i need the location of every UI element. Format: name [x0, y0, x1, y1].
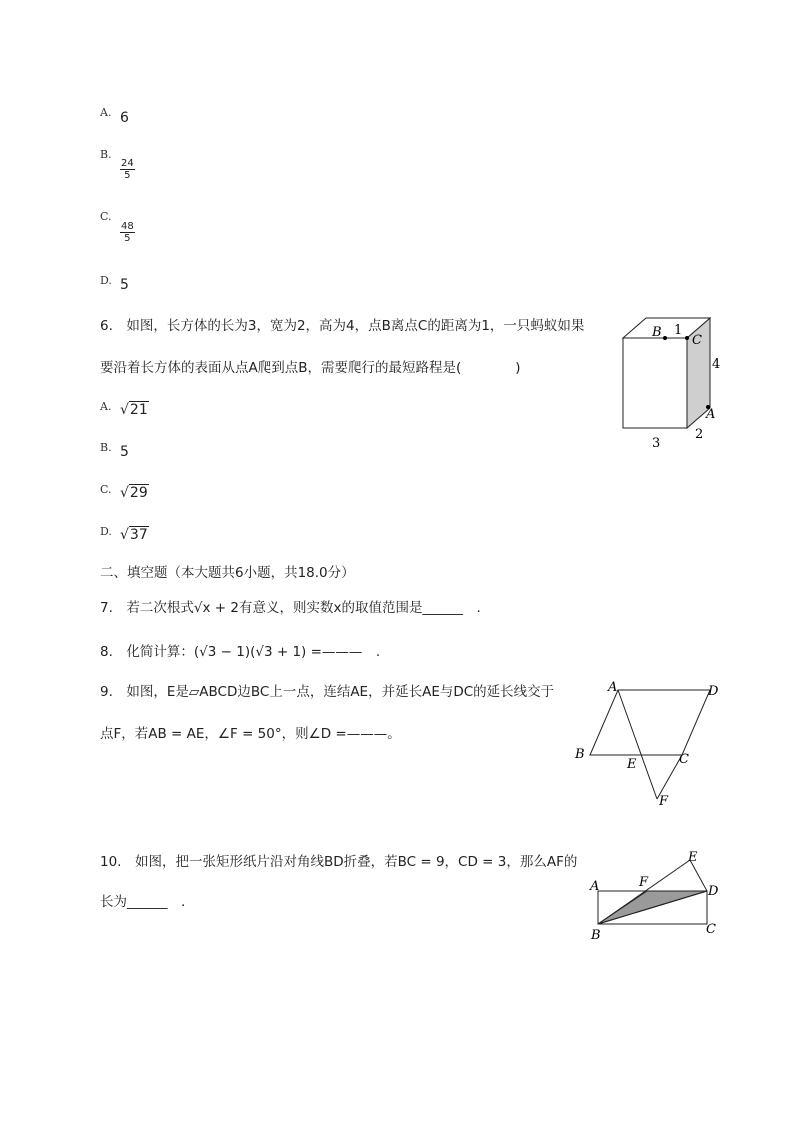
option-a-label: A. — [100, 106, 112, 119]
q6-option-c-sqrt: √29 — [120, 485, 148, 501]
parallelogram-figure — [570, 676, 730, 812]
label-four: 4 — [712, 357, 721, 372]
label-c: C — [692, 333, 702, 348]
radicand: 21 — [129, 402, 148, 418]
q6-option-a-sqrt: √21 — [120, 402, 148, 418]
option-b-fraction — [120, 158, 135, 181]
q7-text: 7. 若二次根式√x + 2有意义，则实数x的取值范围是______ . — [100, 600, 481, 616]
line-af — [618, 690, 657, 799]
option-b-label: B. — [100, 148, 112, 161]
label-f: F — [639, 875, 649, 890]
parallelogram-abcd — [590, 690, 710, 755]
q6-option-c-label: C. — [100, 483, 112, 496]
label-b: B — [575, 747, 585, 762]
q6-option-b-label: B. — [100, 441, 112, 454]
q8-text: 8. 化简计算：(√3 − 1)(√3 + 1) =——— . — [100, 644, 381, 660]
section-heading: 二、填空题（本大题共6小题，共18.0分） — [100, 565, 355, 581]
label-e: E — [688, 850, 698, 865]
cuboid-front-face — [623, 338, 687, 428]
q6-option-b-value: 5 — [120, 444, 129, 460]
point-c — [685, 336, 689, 340]
q6-option-d-label: D. — [100, 525, 112, 538]
point-b — [663, 336, 667, 340]
cuboid-figure — [610, 310, 730, 455]
label-a: A — [608, 680, 618, 695]
label-two: 2 — [695, 427, 704, 442]
folded-rectangle-figure — [584, 848, 724, 942]
option-d-label: D. — [100, 274, 112, 287]
option-c-label: C. — [100, 210, 112, 223]
label-a: A — [590, 879, 600, 894]
option-a-value: 6 — [120, 110, 129, 126]
fraction-denominator: 5 — [124, 170, 131, 181]
label-f: F — [659, 794, 669, 809]
label-c: C — [706, 922, 716, 937]
fraction-denominator: 5 — [124, 233, 131, 244]
label-a: A — [706, 407, 716, 422]
label-e: E — [627, 757, 637, 772]
q6-line1: 6. 如图，长方体的长为3，宽为2，高为4，点B离点C的距离为1，一只蚂蚁如果 — [100, 318, 585, 334]
label-b: B — [591, 928, 601, 942]
fraction-numerator: 24 — [121, 158, 134, 169]
q6-option-d-sqrt: √37 — [120, 527, 148, 543]
label-c: C — [679, 752, 689, 767]
q9-line1: 9. 如图，E是▱ABCD边BC上一点，连结AE，并延长AE与DC的延长线交于 — [100, 684, 555, 700]
label-b: B — [652, 325, 662, 340]
label-three: 3 — [652, 436, 661, 451]
option-d-value: 5 — [120, 277, 129, 293]
radicand: 29 — [129, 485, 148, 501]
q6-line2: 要沿着长方体的表面从点A爬到点B，需要爬行的最短路程是( ) — [100, 360, 521, 376]
label-d: D — [708, 684, 719, 699]
q10-line1: 10. 如图，把一张矩形纸片沿对角线BD折叠，若BC = 9，CD = 3，那么AF的 — [100, 854, 578, 870]
fraction-numerator: 48 — [121, 221, 134, 232]
label-one: 1 — [674, 323, 683, 338]
q10-line2: 长为______ . — [100, 894, 186, 910]
option-c-fraction — [120, 221, 135, 244]
q6-option-a-label: A. — [100, 400, 112, 413]
q9-line2: 点F，若AB = AE，∠F = 50°，则∠D =———。 — [100, 726, 401, 742]
radicand: 37 — [129, 527, 148, 543]
label-d: D — [708, 884, 719, 899]
